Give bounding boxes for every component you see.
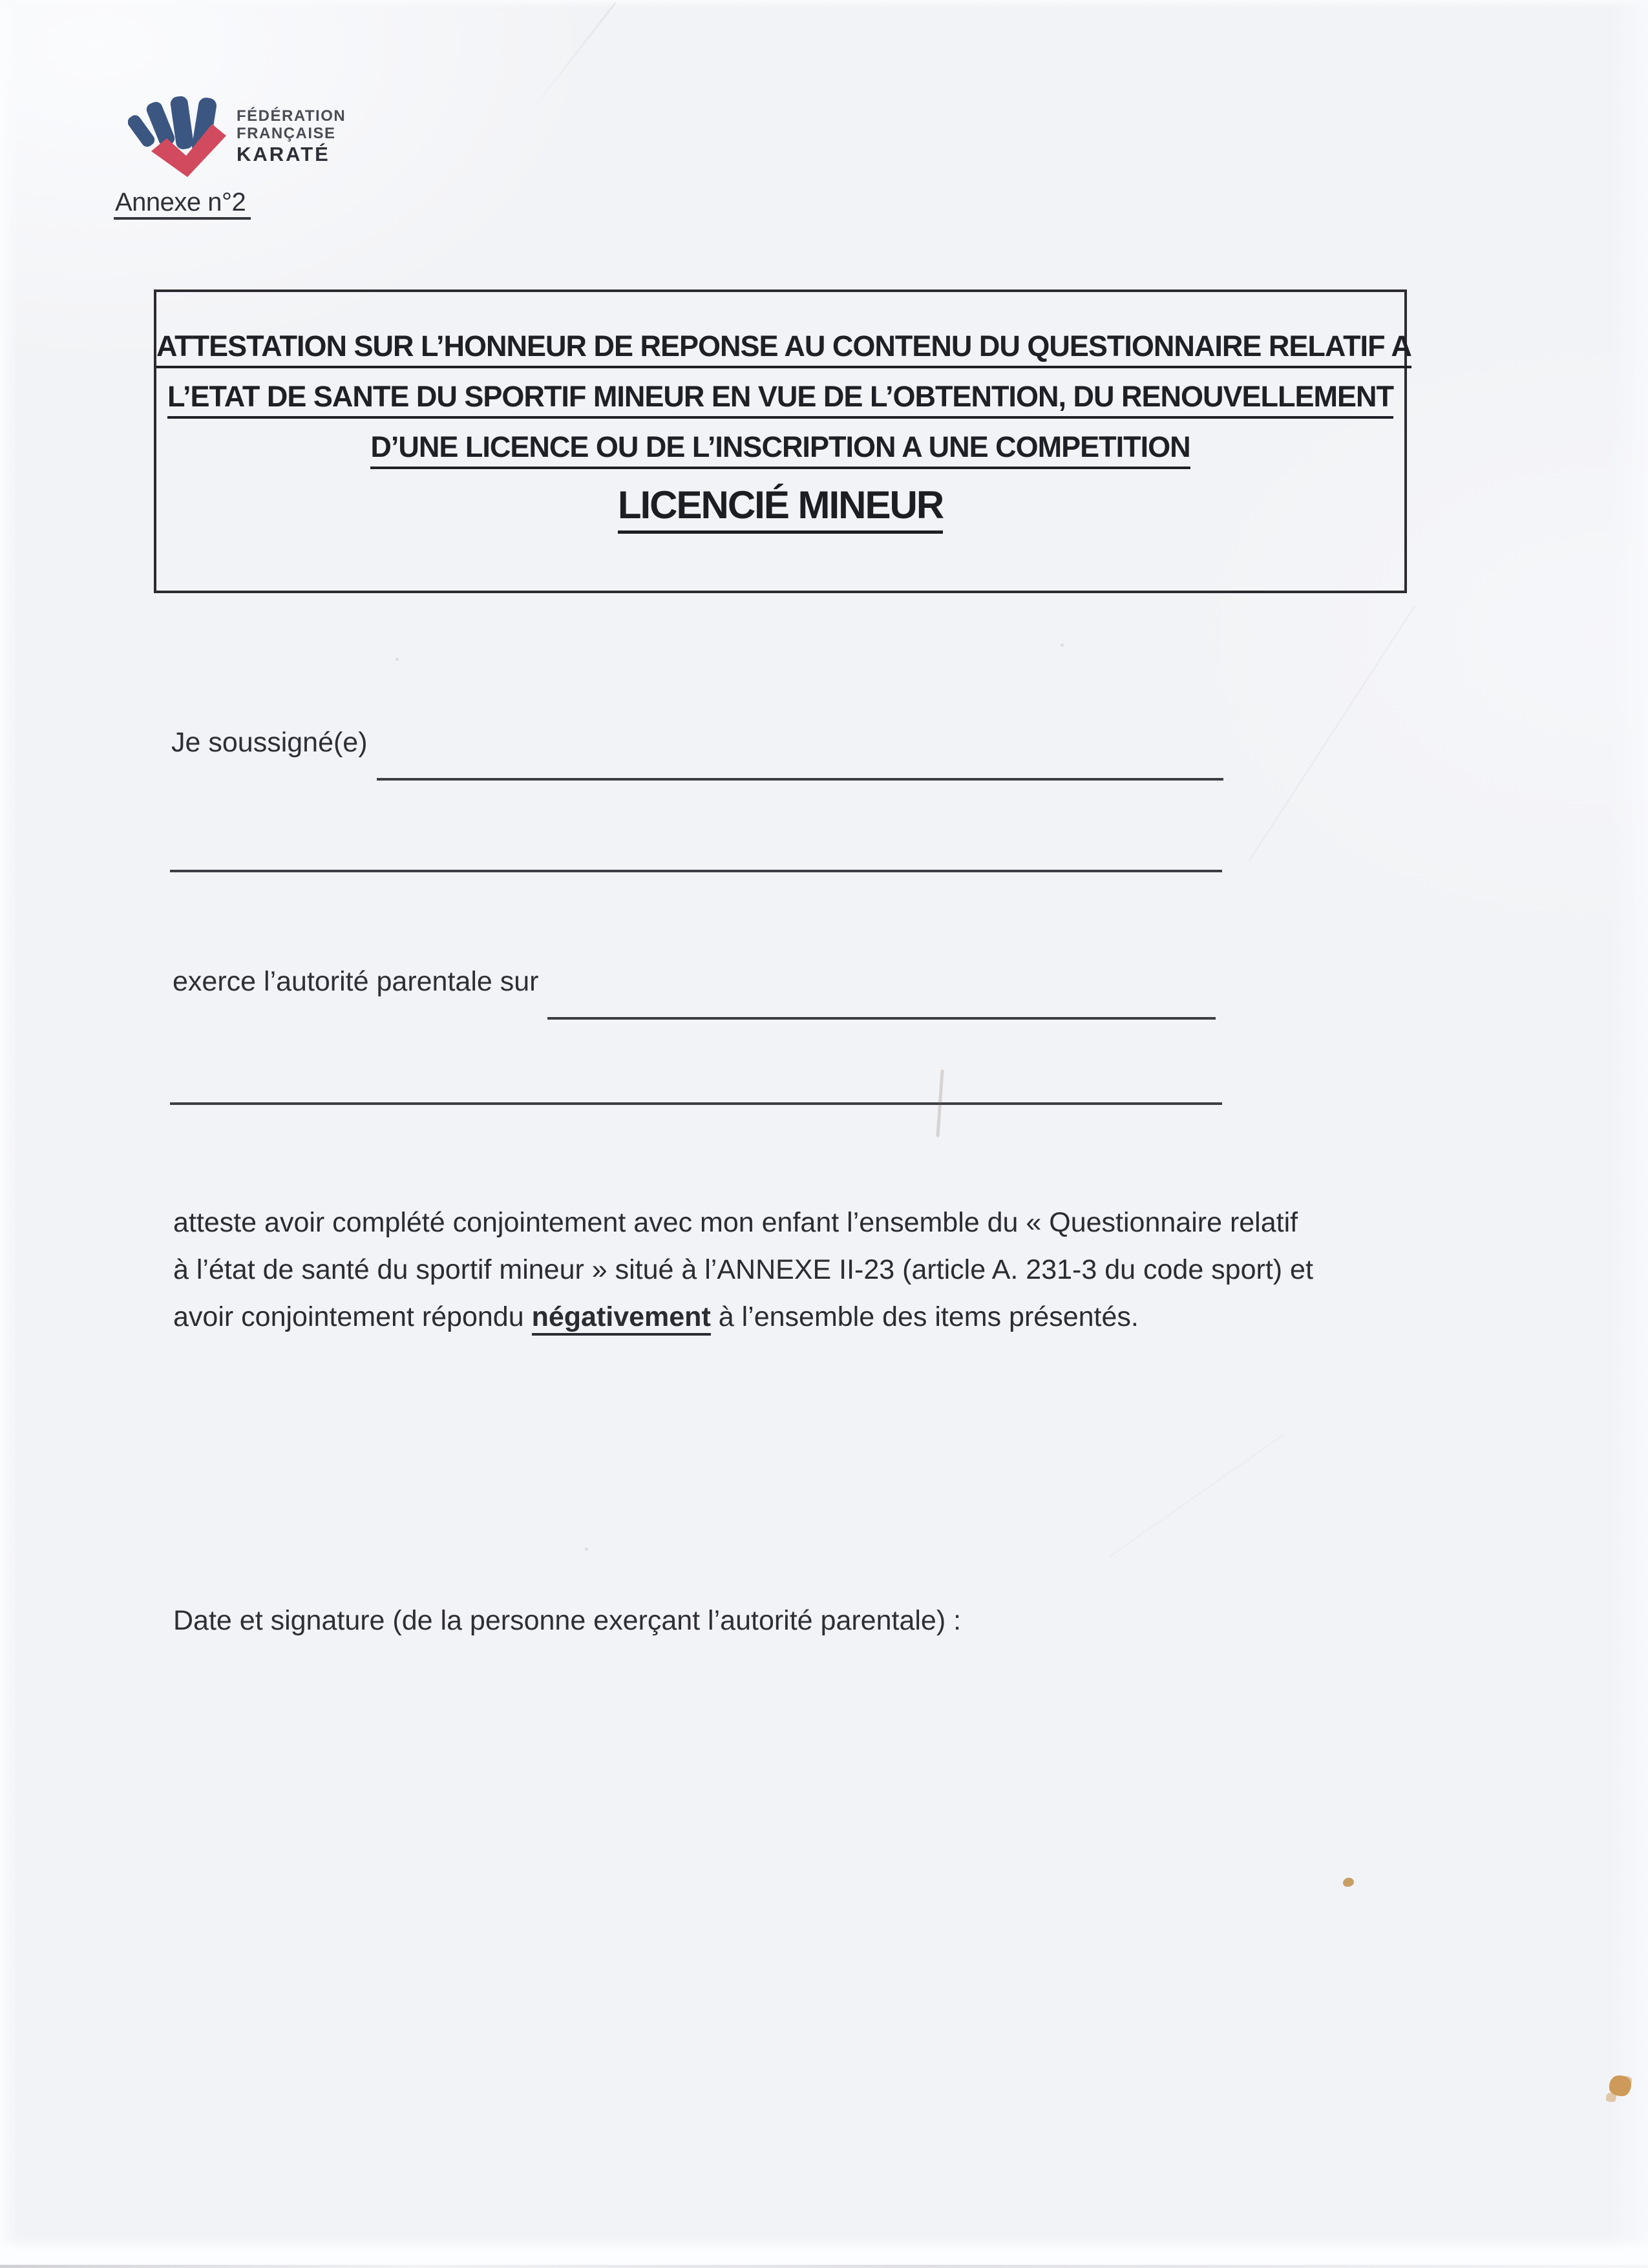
signatory-name-line-continued[interactable] bbox=[170, 870, 1222, 872]
paragraph-line-1: atteste avoir complété conjointement avec mon enfant l’ensemble du « Questionnaire relatif bbox=[173, 1207, 1298, 1238]
parental-authority-row bbox=[173, 964, 1216, 1020]
scan-edge-top bbox=[0, 0, 1648, 8]
ffk-logo-wordmark bbox=[237, 107, 346, 165]
scanner-bottom-smudge bbox=[0, 2265, 1648, 2268]
ffk-logo bbox=[128, 92, 234, 178]
title-line-2: L’ETAT DE SANTE DU SPORTIF MINEUR EN VUE DE L’OBTENTION, DU RENOUVELLEMENT bbox=[156, 379, 1404, 429]
paper-stain-small bbox=[1343, 1878, 1354, 1887]
title-line-3: D’UNE LICENCE OU DE L’INSCRIPTION A UNE COMPETITION bbox=[156, 429, 1404, 479]
signatory-name-line[interactable] bbox=[377, 778, 1223, 781]
paragraph-line-3: avoir conjointement répondu négativement à l’ensemble des items présentés. bbox=[173, 1294, 1313, 1341]
logo-text-federation: FÉDÉRATION bbox=[237, 107, 346, 125]
date-signature-label: Date et signature (de la personne exerçant l’autorité parentale) : bbox=[173, 1605, 962, 1636]
logo-text-karate: KARATÉ bbox=[237, 143, 330, 165]
parental-authority-label: exerce l’autorité parentale sur bbox=[173, 966, 539, 997]
scan-edge-right bbox=[1611, 0, 1648, 2268]
negativement-emphasis: négativement bbox=[532, 1301, 711, 1336]
paper-stain-large bbox=[1609, 2075, 1631, 2096]
paragraph-line-2: à l’état de santé du sportif mineur » situé à l’ANNEXE II-23 (article A. 231-3 du code sport) et bbox=[173, 1254, 1313, 1285]
annexe-label: Annexe n°2 bbox=[114, 189, 251, 220]
scan-edge-left bbox=[0, 0, 18, 2268]
child-name-line-continued[interactable] bbox=[170, 1102, 1222, 1105]
paper-crease bbox=[1108, 1434, 1284, 1558]
attestation-paragraph bbox=[173, 1199, 1313, 1341]
subtitle-licencie-mineur: LICENCIÉ MINEUR bbox=[156, 483, 1404, 538]
attestation-title bbox=[156, 328, 1411, 479]
dust-speck bbox=[1061, 644, 1064, 647]
attestation-title-box bbox=[154, 289, 1411, 593]
scan-edge-bottom bbox=[0, 2237, 1648, 2268]
sworn-declaration-row bbox=[171, 725, 1223, 781]
child-name-line[interactable] bbox=[547, 1017, 1216, 1020]
paper-crease bbox=[523, 2, 617, 120]
sworn-label: Je soussigné(e) bbox=[171, 727, 368, 758]
paper-crease bbox=[1249, 605, 1415, 861]
title-line-1: ATTESTATION SUR L’HONNEUR DE REPONSE AU CONTENU DU QUESTIONNAIRE RELATIF A bbox=[156, 328, 1404, 379]
dust-speck bbox=[585, 1548, 588, 1551]
dust-speck bbox=[396, 658, 399, 661]
karate-fist-icon bbox=[128, 92, 234, 178]
logo-text-francaise: FRANÇAISE bbox=[237, 125, 336, 142]
